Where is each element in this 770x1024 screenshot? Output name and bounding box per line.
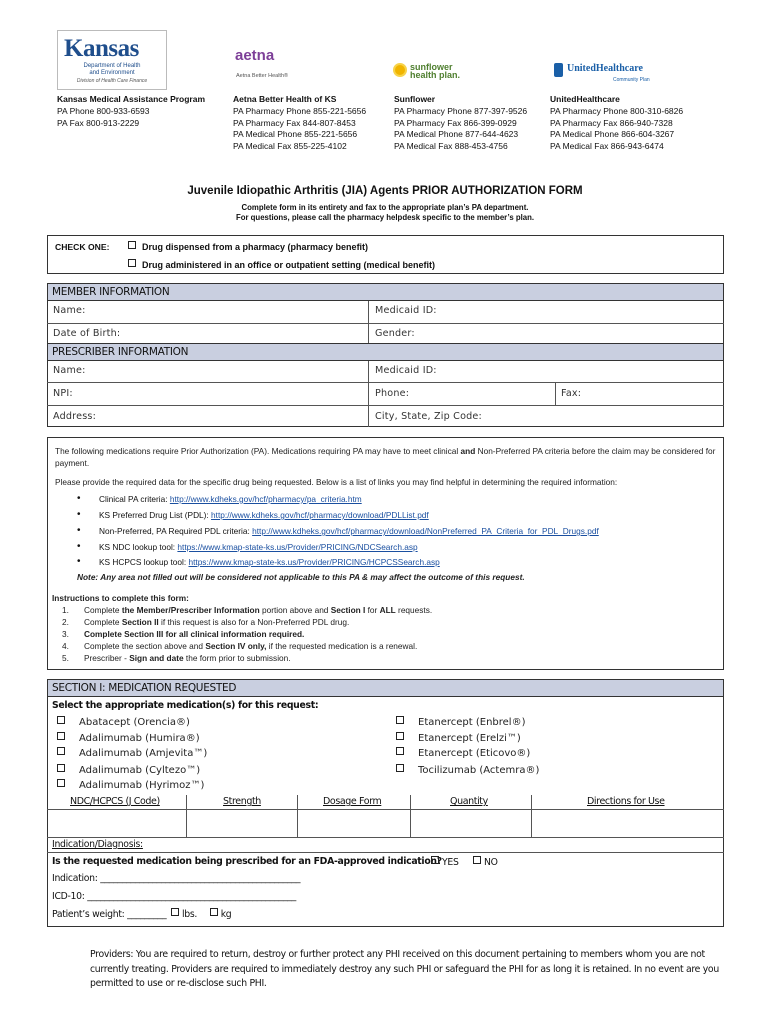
col-ndc-hcpcs: NDC/HCPCS (J Code) [70, 796, 160, 807]
link-ndc-lookup[interactable]: https://www.kmap-state-ks.us/Provider/PRICING/NDCSearch.asp [177, 542, 418, 552]
link-clinical-pa-criteria[interactable]: http://www.kdheks.gov/hcf/pharmacy/pa_criteria.htm [169, 494, 362, 504]
checkbox-icon[interactable] [57, 716, 65, 724]
form-subtitle: Complete form in its entirety and fax to the appropriate plan’s PA department. For questions, please call the pharmacy helpdesk specific to the member’s plan. [235, 203, 535, 223]
col-strength: Strength [223, 796, 261, 807]
uhc-icon [554, 63, 563, 77]
checkbox-icon[interactable] [396, 732, 404, 740]
benefit-medical-option[interactable]: Drug administered in an office or outpatient setting (medical benefit) [128, 259, 435, 270]
info-paragraph-2: Please provide the required data for the specific drug being requested. Below is a list of links you may find helpful in determining the required information: [55, 477, 618, 487]
ndc-input[interactable] [48, 810, 186, 837]
med-option-eticovo[interactable]: Etanercept (Eticovo®) [396, 747, 530, 759]
benefit-pharmacy-option[interactable]: Drug dispensed from a pharmacy (pharmacy benefit) [128, 241, 368, 252]
kg-checkbox-icon[interactable] [210, 908, 218, 916]
med-option-hyrimoz[interactable]: Adalimumab (Hyrimoz™) [57, 779, 204, 791]
check-one-box [47, 235, 724, 274]
divider [368, 361, 369, 427]
dosage-form-input[interactable] [298, 810, 410, 837]
med-option-enbrel[interactable]: Etanercept (Enbrel®) [396, 716, 525, 728]
divider [47, 837, 724, 838]
indication-line[interactable]: Indication: ______________________________________________ [52, 873, 301, 884]
contact-aetna: Aetna Better Health of KS PA Pharmacy Phone 855-221-5656 PA Pharmacy Fax 844-807-8453 PA Medical Phone 855-221-5656 PA Medical Fax 855-225-4102 [233, 94, 367, 152]
indication-diagnosis-label: Indication/Diagnosis: [52, 839, 143, 850]
info-paragraph-1: The following medications require Prior Authorization (PA). Medications requiring PA may have to meet clinical and Non-Preferred PA criteria before the claim may be considered for payment. [55, 446, 716, 468]
strength-input[interactable] [187, 810, 297, 837]
aetna-logo: aetna [235, 47, 275, 64]
member-medicaid-id-label: Medicaid ID: [375, 305, 437, 316]
select-medication-label: Select the appropriate medication(s) for this request: [52, 700, 319, 711]
checkbox-icon[interactable] [396, 716, 404, 724]
prescriber-phone-label: Phone: [375, 388, 410, 399]
divider [47, 382, 724, 383]
divider [47, 323, 724, 324]
icd10-line[interactable]: ICD-10: ________________________________________________ [52, 891, 296, 902]
med-option-cyltezo[interactable]: Adalimumab (Cyltezo™) [57, 764, 200, 776]
checkbox-icon[interactable] [57, 764, 65, 772]
fda-question: Is the requested medication being prescribed for an FDA-approved indication? [52, 856, 442, 867]
patient-weight-row: Patient’s weight: _________ lbs. kg [52, 909, 232, 920]
checkbox-icon[interactable] [473, 856, 481, 864]
directions-input[interactable] [532, 810, 723, 837]
prescriber-fax-label: Fax: [561, 388, 582, 399]
checkbox-icon[interactable] [57, 779, 65, 787]
checkbox-icon[interactable] [431, 856, 439, 864]
checkbox-medical-benefit[interactable] [128, 259, 136, 267]
section-1-header: SECTION I: MEDICATION REQUESTED [47, 679, 724, 697]
prescriber-name-label: Name: [53, 365, 86, 376]
checkbox-pharmacy-benefit[interactable] [128, 241, 136, 249]
divider [47, 852, 724, 853]
instruction-1: 1. Complete the Member/Prescriber Information portion above and Section I for ALL requests. [62, 605, 433, 615]
phi-notice: Providers: You are required to return, destroy or further protect any PHI received on this document pertaining to members whom you are not currently treating. Providers are required to immediately destroy any such PHI or safeguard the PHI for as long it is retained. In no event are you permitted to use or re-disclose such PHI. [90, 949, 719, 989]
med-option-erelzi[interactable]: Etanercept (Erelzi™) [396, 732, 521, 744]
med-option-actemra[interactable]: Tocilizumab (Actemra®) [396, 764, 539, 776]
instruction-4: 4. Complete the section above and Section IV only, if the requested medication is a renewal. [62, 641, 418, 651]
prescriber-city-label: City, State, Zip Code: [375, 411, 482, 422]
checkbox-icon[interactable] [57, 732, 65, 740]
col-dosage-form: Dosage Form [323, 796, 382, 807]
divider [47, 405, 724, 406]
prescriber-info-header: PRESCRIBER INFORMATION [47, 343, 724, 361]
med-option-humira[interactable]: Adalimumab (Humira®) [57, 732, 200, 744]
note-text: Note: Any area not filled out will be considered not applicable to this PA & may affect the outcome of this request. [77, 572, 525, 582]
instruction-2: 2. Complete Section II if this request is also for a Non-Preferred PDL drug. [62, 617, 350, 627]
med-option-amjevita[interactable]: Adalimumab (Amjevita™) [57, 747, 207, 759]
link-hcpcs-lookup[interactable]: https://www.kmap-state-ks.us/Provider/PRICING/HCPCSSearch.asp [188, 557, 440, 567]
contact-sunflower: Sunflower PA Pharmacy Phone 877-397-9526 PA Pharmacy Fax 866-399-0929 PA Medical Phone 877-644-4623 PA Medical Fax 888-453-4756 [394, 94, 528, 152]
kansas-kdhe-logo [57, 30, 167, 90]
aetna-logo-tagline: Aetna Better Health® [236, 73, 289, 79]
lbs-checkbox-icon[interactable] [171, 908, 179, 916]
prescriber-medicaid-id-label: Medicaid ID: [375, 365, 437, 376]
sunflower-icon [393, 63, 407, 77]
kansas-logo-subtitle: Department of Health and Environment [83, 63, 141, 76]
prescriber-npi-label: NPI: [53, 388, 73, 399]
uhc-logo-sub: Community Plan [613, 77, 650, 83]
divider [555, 382, 556, 405]
checkbox-icon[interactable] [396, 747, 404, 755]
checkbox-icon[interactable] [396, 764, 404, 772]
col-directions: Directions for Use [587, 796, 665, 807]
form-title: Juvenile Idiopathic Arthritis (JIA) Agents PRIOR AUTHORIZATION FORM [187, 185, 583, 197]
check-one-label: CHECK ONE: [55, 242, 110, 252]
uhc-logo: UnitedHealthcare [567, 63, 643, 74]
kansas-logo-word: Kansas [64, 35, 139, 62]
member-gender-label: Gender: [375, 328, 415, 339]
fda-yes-option[interactable]: YES [431, 856, 459, 868]
divider [368, 301, 369, 343]
med-option-abatacept[interactable]: Abatacept (Orencia®) [57, 716, 190, 728]
quantity-input[interactable] [411, 810, 531, 837]
instruction-3: 3. Complete Section III for all clinical information required. [62, 629, 305, 639]
kansas-logo-division: Division of Health Care Finance [76, 78, 148, 84]
prescriber-address-label: Address: [53, 411, 97, 422]
checkbox-icon[interactable] [57, 747, 65, 755]
member-info-header: MEMBER INFORMATION [47, 283, 724, 301]
col-quantity: Quantity [450, 796, 488, 807]
member-dob-label: Date of Birth: [53, 328, 121, 339]
contact-uhc: UnitedHealthcare PA Pharmacy Phone 800-310-6826 PA Pharmacy Fax 866-940-7328 PA Medical Phone 866-604-3267 PA Medical Fax 866-943-6474 [550, 94, 684, 152]
instruction-5: 5. Prescriber - Sign and date the form prior to submission. [62, 653, 291, 663]
link-preferred-drug-list[interactable]: http://www.kdheks.gov/hcf/pharmacy/download/PDLList.pdf [211, 510, 429, 520]
member-name-label: Name: [53, 305, 86, 316]
sunflower-logo: sunflower health plan. [410, 62, 461, 80]
instructions-title: Instructions to complete this form: [52, 593, 189, 603]
link-nonpreferred-criteria[interactable]: http://www.kdheks.gov/hcf/pharmacy/download/NonPreferred_PA_Criteria_for_PDL_Drugs.pdf [252, 526, 599, 536]
fda-no-option[interactable]: NO [473, 856, 498, 868]
contact-kmap: Kansas Medical Assistance Program PA Phone 800-933-6593 PA Fax 800-913-2229 [57, 94, 206, 128]
